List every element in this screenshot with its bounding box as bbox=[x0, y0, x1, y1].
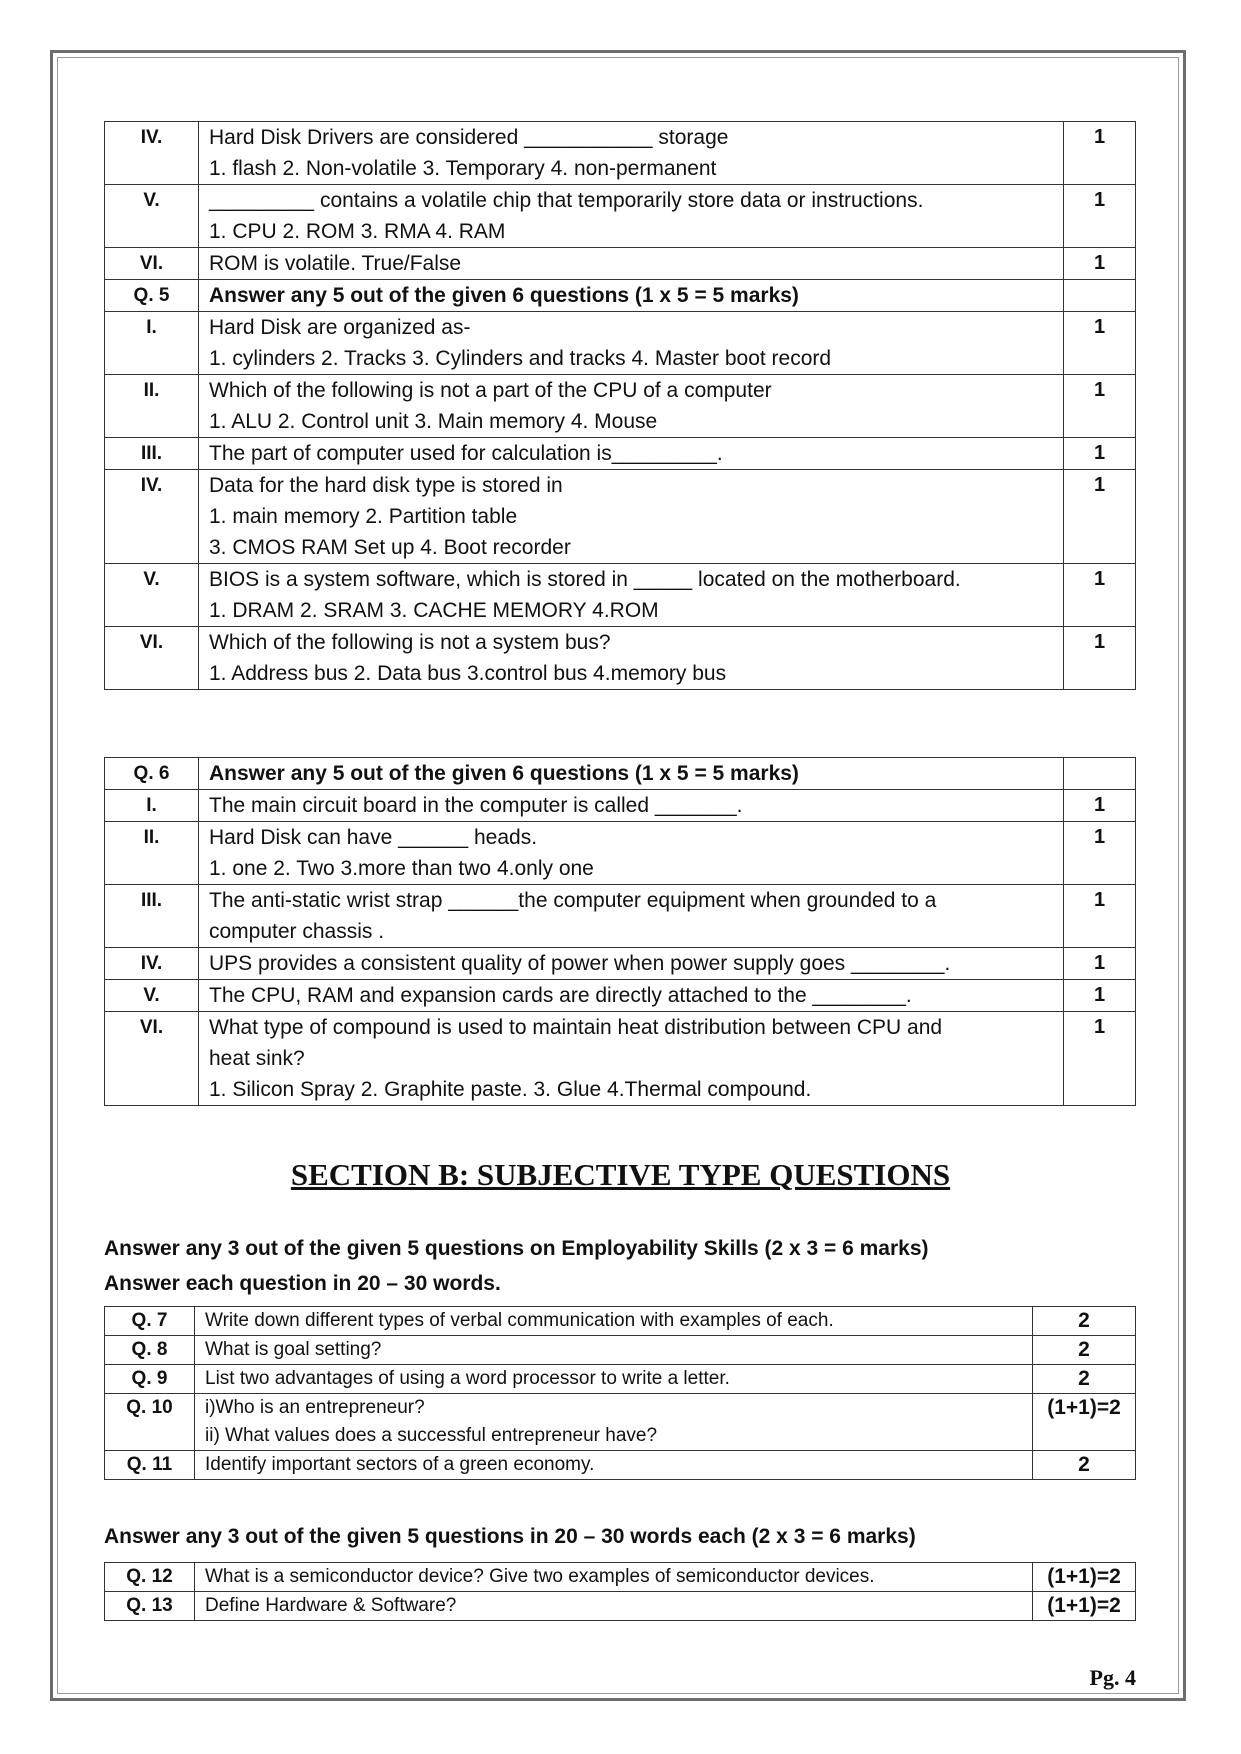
question-line: 1. one 2. Two 3.more than two 4.only one bbox=[209, 857, 594, 880]
marks: 1 bbox=[1064, 122, 1136, 185]
marks: 1 bbox=[1064, 790, 1136, 822]
marks: 1 bbox=[1064, 312, 1136, 375]
question-number: V. bbox=[105, 185, 199, 248]
marks: (1+1)=2 bbox=[1033, 1592, 1136, 1621]
question-text bbox=[199, 948, 1064, 980]
question-number: IV. bbox=[105, 470, 199, 564]
question-line: 3. CMOS RAM Set up 4. Boot recorder bbox=[209, 536, 571, 559]
question-line: The main circuit board in the computer is called _______. bbox=[209, 794, 743, 817]
question-table-4 bbox=[104, 1562, 1136, 1621]
question-line: The anti-static wrist strap ______the computer equipment when grounded to a bbox=[209, 889, 937, 912]
question-row bbox=[105, 438, 1136, 470]
question-text bbox=[199, 790, 1064, 822]
question-line: What is a semiconductor device? Give two examples of semiconductor devices. bbox=[205, 1566, 875, 1587]
group-instruction bbox=[199, 758, 1064, 790]
marks: 1 bbox=[1064, 980, 1136, 1012]
question-line: What type of compound is used to maintain heat distribution between CPU and bbox=[209, 1016, 943, 1039]
question-line: _________ contains a volatile chip that temporarily store data or instructions. bbox=[209, 189, 924, 212]
question-line: i)Who is an entrepreneur? bbox=[205, 1397, 425, 1418]
question-row bbox=[105, 185, 1136, 248]
question-table-1 bbox=[104, 121, 1136, 690]
question-number: IV. bbox=[105, 948, 199, 980]
question-line: 1. ALU 2. Control unit 3. Main memory 4. Mouse bbox=[209, 410, 658, 433]
question-number: Q. 7 bbox=[105, 1307, 195, 1336]
question-text bbox=[199, 980, 1064, 1012]
question-text bbox=[195, 1336, 1033, 1365]
group-instruction bbox=[199, 280, 1064, 312]
question-number: II. bbox=[105, 822, 199, 885]
question-text bbox=[199, 312, 1064, 375]
question-row bbox=[105, 1394, 1136, 1451]
question-group-header bbox=[105, 280, 1136, 312]
question-number: Q. 12 bbox=[105, 1563, 195, 1592]
question-text bbox=[199, 375, 1064, 438]
question-line: What is goal setting? bbox=[205, 1339, 382, 1360]
instruction-employability: Answer any 3 out of the given 5 questions on Employability Skills (2 x 3 = 6 marks) bbox=[104, 1237, 929, 1260]
marks: 1 bbox=[1064, 885, 1136, 948]
question-row bbox=[105, 822, 1136, 885]
question-line: Define Hardware & Software? bbox=[205, 1595, 457, 1616]
question-row bbox=[105, 470, 1136, 564]
question-text bbox=[199, 185, 1064, 248]
question-text bbox=[199, 564, 1064, 627]
question-row bbox=[105, 122, 1136, 185]
question-row bbox=[105, 375, 1136, 438]
marks: 2 bbox=[1033, 1307, 1136, 1336]
question-row bbox=[105, 564, 1136, 627]
question-line: 1. CPU 2. ROM 3. RMA 4. RAM bbox=[209, 220, 506, 243]
question-text bbox=[195, 1563, 1033, 1592]
question-line: 1. main memory 2. Partition table bbox=[209, 505, 518, 528]
instruction-word-limit: Answer each question in 20 – 30 words. bbox=[104, 1272, 501, 1295]
marks: 2 bbox=[1033, 1365, 1136, 1394]
marks: 1 bbox=[1064, 470, 1136, 564]
marks bbox=[1064, 280, 1136, 312]
question-text bbox=[199, 1012, 1064, 1106]
question-text bbox=[199, 248, 1064, 280]
marks: 1 bbox=[1064, 375, 1136, 438]
question-number: Q. 9 bbox=[105, 1365, 195, 1394]
question-line: Answer any 5 out of the given 6 questions (1 x 5 = 5 marks) bbox=[209, 762, 799, 785]
question-line: ii) What values does a successful entrepreneur have? bbox=[205, 1425, 658, 1446]
question-number: III. bbox=[105, 885, 199, 948]
question-text bbox=[199, 822, 1064, 885]
marks: (1+1)=2 bbox=[1033, 1563, 1136, 1592]
question-number: I. bbox=[105, 790, 199, 822]
question-line: Answer any 5 out of the given 6 questions (1 x 5 = 5 marks) bbox=[209, 284, 799, 307]
question-row bbox=[105, 1307, 1136, 1336]
question-line: Which of the following is not a part of the CPU of a computer bbox=[209, 379, 772, 402]
question-row bbox=[105, 980, 1136, 1012]
question-line: List two advantages of using a word processor to write a letter. bbox=[205, 1368, 730, 1389]
question-number: III. bbox=[105, 438, 199, 470]
question-number: V. bbox=[105, 980, 199, 1012]
question-line: 1. Silicon Spray 2. Graphite paste. 3. Glue 4.Thermal compound. bbox=[209, 1078, 812, 1101]
question-number: Q. 10 bbox=[105, 1394, 195, 1451]
question-line: Hard Disk can have ______ heads. bbox=[209, 826, 538, 849]
marks bbox=[1064, 758, 1136, 790]
question-line: heat sink? bbox=[209, 1047, 305, 1070]
question-row bbox=[105, 1563, 1136, 1592]
question-text bbox=[199, 438, 1064, 470]
marks: 1 bbox=[1064, 627, 1136, 690]
question-group-header bbox=[105, 758, 1136, 790]
question-line: ROM is volatile. True/False bbox=[209, 252, 462, 275]
question-line: 1. flash 2. Non-volatile 3. Temporary 4. non-permanent bbox=[209, 157, 717, 180]
question-line: computer chassis . bbox=[209, 920, 385, 943]
marks: 1 bbox=[1064, 248, 1136, 280]
question-number: II. bbox=[105, 375, 199, 438]
question-line: Which of the following is not a system bus? bbox=[209, 631, 611, 654]
question-row bbox=[105, 312, 1136, 375]
question-text bbox=[199, 122, 1064, 185]
question-number: VI. bbox=[105, 1012, 199, 1106]
question-table-2 bbox=[104, 757, 1136, 1106]
question-row bbox=[105, 1336, 1136, 1365]
question-row bbox=[105, 885, 1136, 948]
question-number: Q. 6 bbox=[105, 758, 199, 790]
marks: 1 bbox=[1064, 185, 1136, 248]
question-line: The part of computer used for calculation is_________. bbox=[209, 442, 723, 465]
question-table-3 bbox=[104, 1306, 1136, 1480]
marks: 1 bbox=[1064, 1012, 1136, 1106]
question-row bbox=[105, 790, 1136, 822]
question-number: VI. bbox=[105, 627, 199, 690]
question-line: 1. DRAM 2. SRAM 3. CACHE MEMORY 4.ROM bbox=[209, 599, 659, 622]
question-number: Q. 13 bbox=[105, 1592, 195, 1621]
question-text bbox=[199, 627, 1064, 690]
question-line: The CPU, RAM and expansion cards are directly attached to the ________. bbox=[209, 984, 912, 1007]
question-row bbox=[105, 627, 1136, 690]
instruction-subject: Answer any 3 out of the given 5 questions in 20 – 30 words each (2 x 3 = 6 marks) bbox=[104, 1525, 916, 1548]
question-row bbox=[105, 1592, 1136, 1621]
question-number: Q. 11 bbox=[105, 1451, 195, 1480]
question-text bbox=[199, 885, 1064, 948]
question-row bbox=[105, 948, 1136, 980]
question-line: Hard Disk Drivers are considered ___________ storage bbox=[209, 126, 729, 149]
question-number: VI. bbox=[105, 248, 199, 280]
question-number: V. bbox=[105, 564, 199, 627]
question-line: Hard Disk are organized as- bbox=[209, 316, 471, 339]
question-text bbox=[195, 1365, 1033, 1394]
marks: 2 bbox=[1033, 1336, 1136, 1365]
page-number: Pg. 4 bbox=[1089, 1665, 1136, 1690]
marks: 2 bbox=[1033, 1451, 1136, 1480]
question-row bbox=[105, 1365, 1136, 1394]
question-text bbox=[195, 1451, 1033, 1480]
question-row bbox=[105, 1451, 1136, 1480]
question-line: BIOS is a system software, which is stored in _____ located on the motherboard. bbox=[209, 568, 961, 591]
question-line: Data for the hard disk type is stored in bbox=[209, 474, 563, 497]
marks: 1 bbox=[1064, 822, 1136, 885]
question-text bbox=[195, 1592, 1033, 1621]
question-text bbox=[195, 1394, 1033, 1451]
question-number: I. bbox=[105, 312, 199, 375]
question-number: Q. 8 bbox=[105, 1336, 195, 1365]
question-text bbox=[195, 1307, 1033, 1336]
marks: 1 bbox=[1064, 438, 1136, 470]
question-number: IV. bbox=[105, 122, 199, 185]
question-line: 1. cylinders 2. Tracks 3. Cylinders and tracks 4. Master boot record bbox=[209, 347, 832, 370]
section-title: SECTION B: SUBJECTIVE TYPE QUESTIONS bbox=[290, 1157, 951, 1192]
question-line: UPS provides a consistent quality of power when power supply goes ________. bbox=[209, 952, 951, 975]
question-text bbox=[199, 470, 1064, 564]
question-line: 1. Address bus 2. Data bus 3.control bus 4.memory bus bbox=[209, 662, 727, 685]
marks: (1+1)=2 bbox=[1033, 1394, 1136, 1451]
marks: 1 bbox=[1064, 948, 1136, 980]
question-row bbox=[105, 248, 1136, 280]
question-row bbox=[105, 1012, 1136, 1106]
question-line: Identify important sectors of a green economy. bbox=[205, 1454, 595, 1475]
marks: 1 bbox=[1064, 564, 1136, 627]
question-number: Q. 5 bbox=[105, 280, 199, 312]
question-line: Write down different types of verbal communication with examples of each. bbox=[205, 1310, 834, 1331]
